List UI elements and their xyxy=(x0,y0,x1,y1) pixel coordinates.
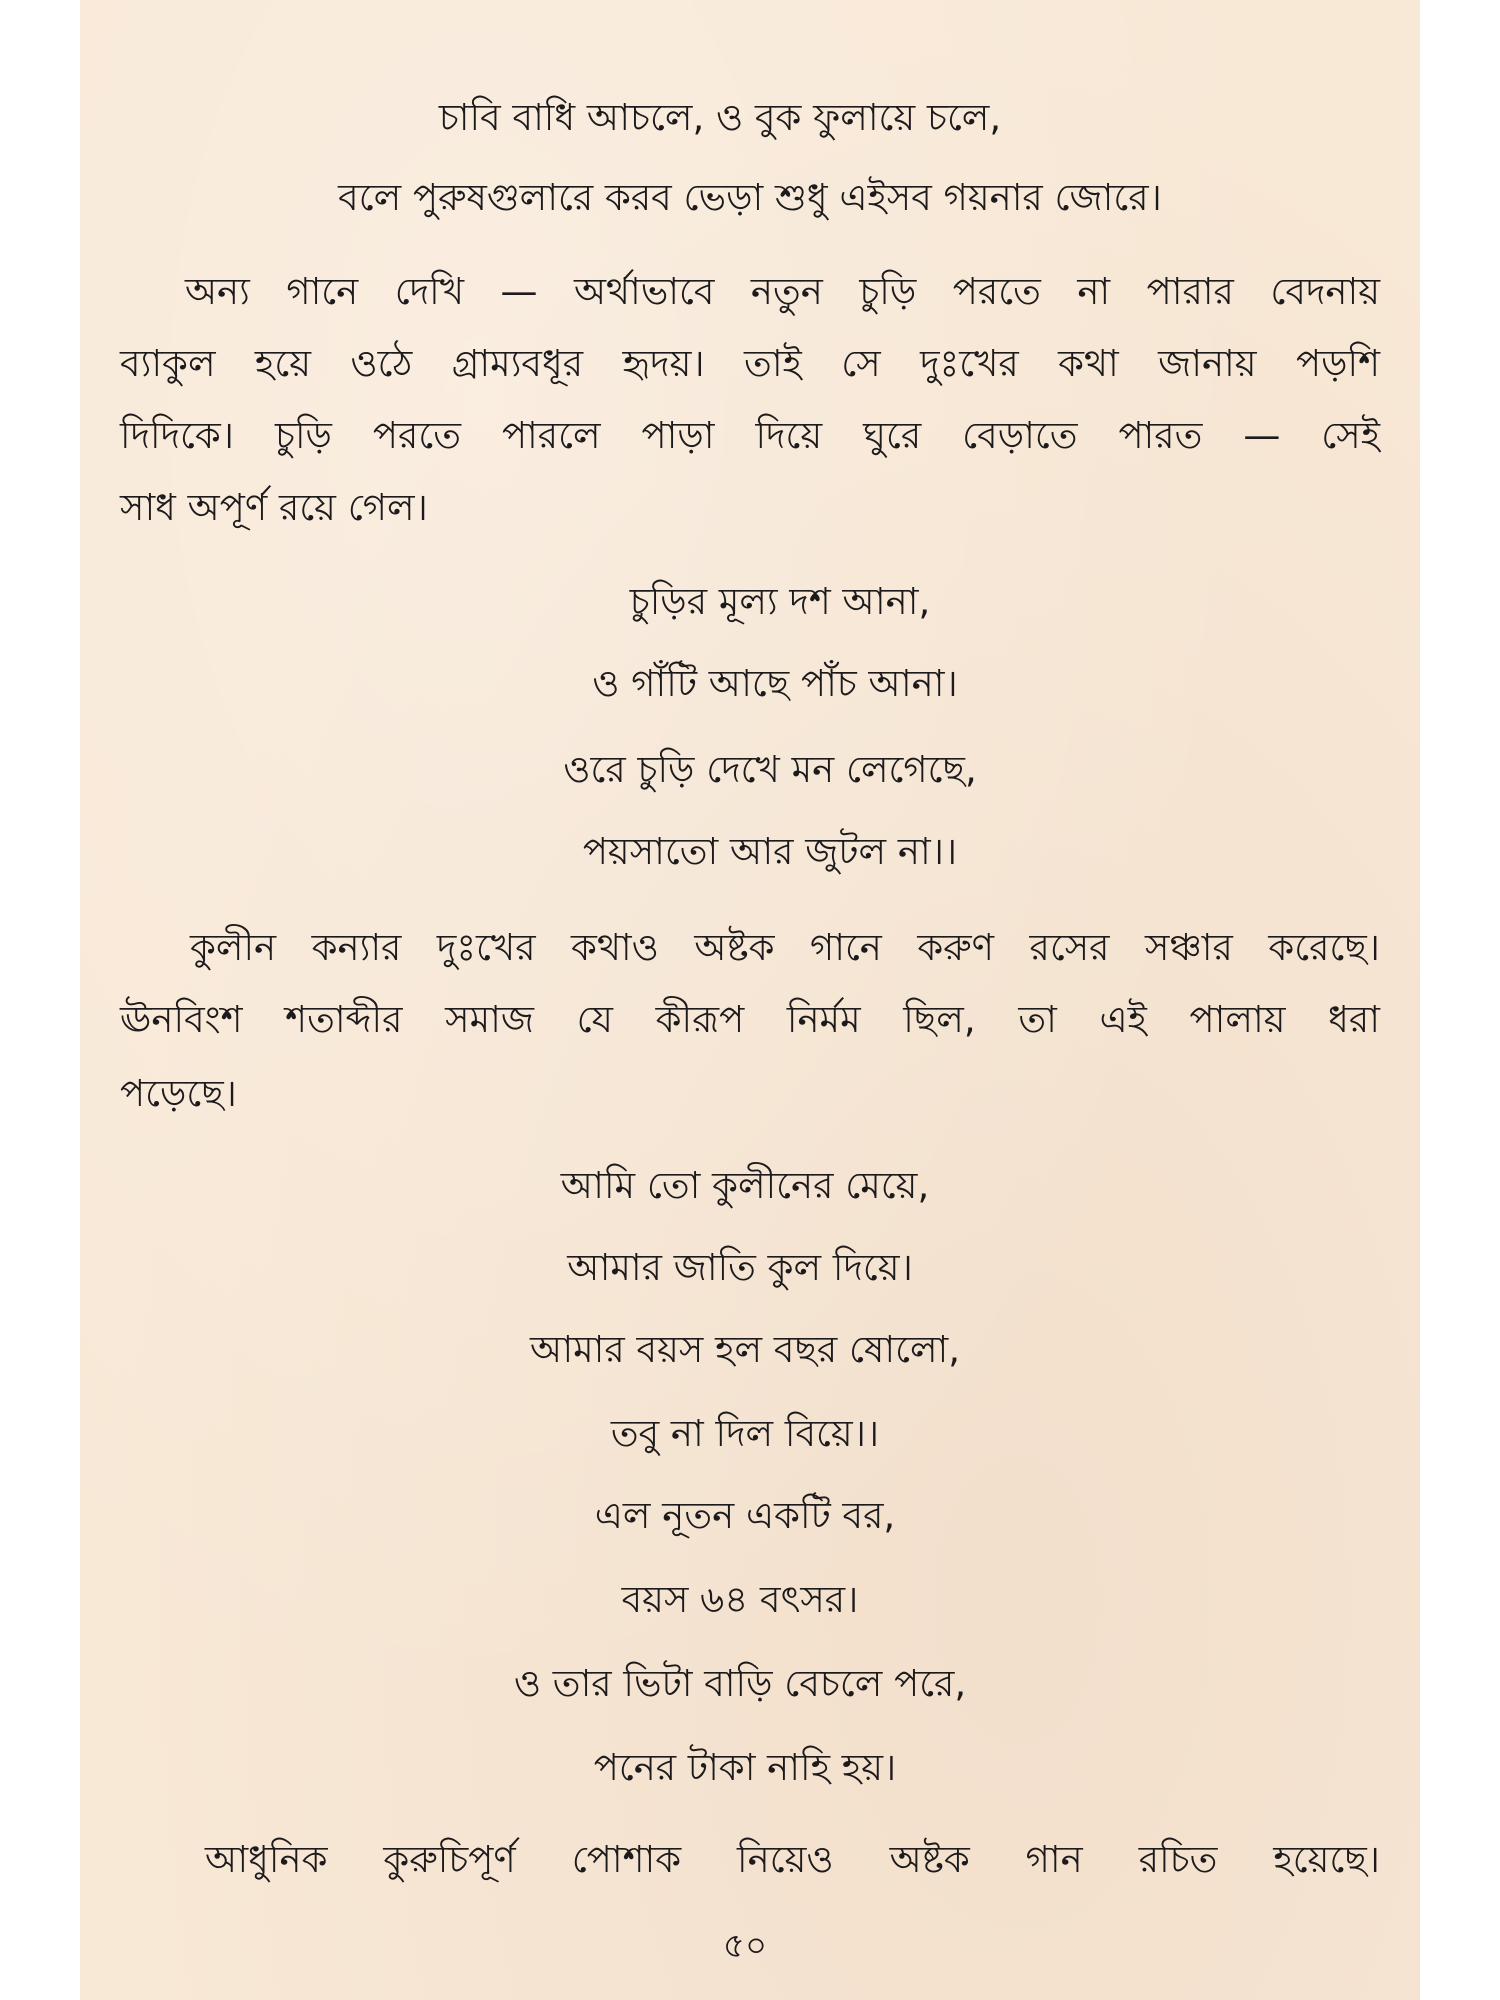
verse-line: বলে পুরুষগুলারে করব ভেড়া শুধু এইসব গয়নার জোরে। xyxy=(338,176,1162,219)
paragraph-line: ঊনবিংশ শতাব্দীর সমাজ যে কীরূপ নির্মম ছিল, তা এই পালায় ধরা xyxy=(120,998,1380,1041)
verse-line: আমার বয়স হল বছর ষোলো, xyxy=(529,1328,961,1371)
verse-line: তবু না দিল বিয়ে।। xyxy=(610,1412,880,1455)
book-page xyxy=(80,0,1420,2000)
paragraph-line: অন্য গানে দেখি — অর্থাভাবে নতুন চুড়ি পরতে না পারার বেদনায় xyxy=(185,270,1380,313)
verse-line: আমার জাতি কুল দিয়ে। xyxy=(567,1246,913,1289)
paragraph-line: ব্যাকুল হয়ে ওঠে গ্রাম্যবধূর হৃদয়। তাই সে দুঃখের কথা জানায় পড়শি xyxy=(120,342,1380,385)
verse-line: বয়স ৬৪ বৎসর। xyxy=(621,1578,859,1621)
paragraph-line: সাধ অপূর্ণ রয়ে গেল। xyxy=(120,486,428,529)
paragraph-line: কুলীন কন্যার দুঃখের কথাও অষ্টক গানে করুণ রসের সঞ্চার করেছে। xyxy=(190,926,1380,969)
verse-line: ওরে চুড়ি দেখে মন লেগেছে, xyxy=(563,748,977,791)
verse-line: পনের টাকা নাহি হয়। xyxy=(593,1746,897,1789)
verse-line: ও গাঁটি আছে পাঁচ আনা। xyxy=(592,662,958,705)
paragraph-line: আধুনিক কুরুচিপূর্ণ পোশাক নিয়েও অষ্টক গান রচিত হয়েছে। xyxy=(205,1838,1380,1881)
verse-line: এল নূতন একটি বর, xyxy=(594,1494,896,1537)
verse-line: চুড়ির মূল্য দশ আনা, xyxy=(629,580,931,623)
paragraph-line: পড়েছে। xyxy=(120,1072,237,1115)
paragraph-line: দিদিকে। চুড়ি পরতে পারলে পাড়া দিয়ে ঘুরে বেড়াতে পারত — সেই xyxy=(120,414,1380,457)
page-number: ৫০ xyxy=(722,1926,768,1966)
verse-line: আমি তো কুলীনের মেয়ে, xyxy=(560,1164,930,1207)
verse-line: ও তার ভিটা বাড়ি বেচলে পরে, xyxy=(513,1662,967,1705)
verse-line: পয়সাতো আর জুটল না।। xyxy=(582,830,958,873)
verse-line: চাবি বাধি আচলে, ও বুক ফুলায়ে চলে, xyxy=(438,96,1002,139)
